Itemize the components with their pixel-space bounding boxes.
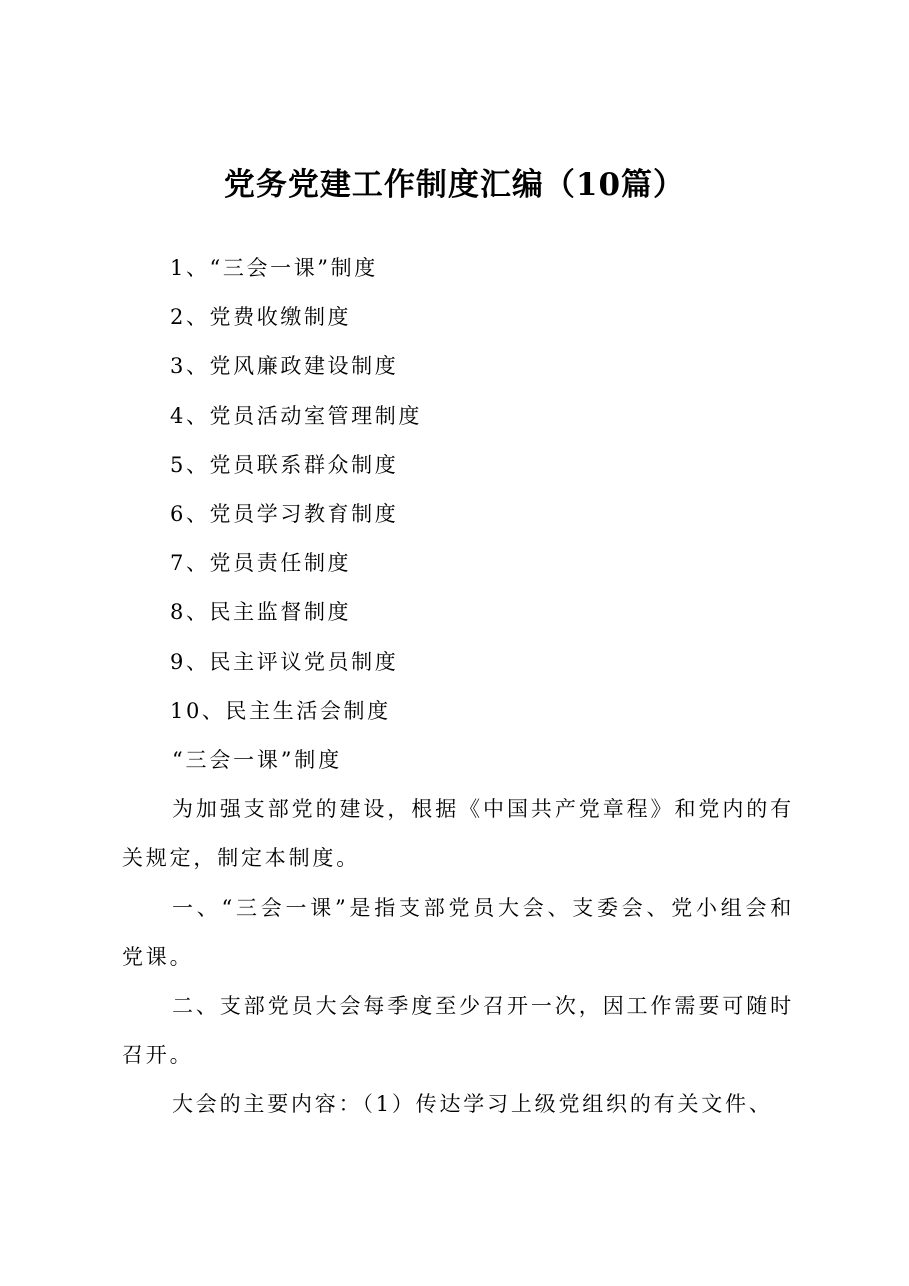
toc-item: 1、“三会一课”制度: [170, 256, 378, 280]
body-paragraph: 一、“三会一课”是指支部党员大会、支委会、党小组会和党课。: [122, 895, 794, 969]
toc-item: 5、党员联系群众制度: [170, 452, 399, 477]
body-paragraph: 大会的主要内容：（1）传达学习上级党组织的有关文件、: [172, 1092, 773, 1117]
section-heading: “三会一课”制度: [172, 748, 342, 772]
toc-item: 4、党员活动室管理制度: [170, 403, 422, 428]
toc-item: 3、党风廉政建设制度: [170, 354, 399, 379]
table-of-contents: [170, 244, 422, 736]
toc-item: 10、民主生活会制度: [170, 698, 391, 723]
toc-item: 9、民主评议党员制度: [170, 649, 399, 674]
toc-item: 2、党费收缴制度: [170, 305, 352, 330]
toc-item: 6、党员学习教育制度: [170, 501, 399, 526]
toc-item: 7、党员责任制度: [170, 551, 352, 576]
document-body: [122, 736, 794, 1130]
toc-item: 8、民主监督制度: [170, 600, 352, 625]
body-paragraph: 为加强支部党的建设，根据《中国共产党章程》和党内的有关规定，制定本制度。: [122, 797, 794, 871]
body-paragraph: 二、支部党员大会每季度至少召开一次，因工作需要可随时召开。: [122, 994, 794, 1068]
document-title: 党务党建工作制度汇编（10篇）: [223, 167, 686, 203]
